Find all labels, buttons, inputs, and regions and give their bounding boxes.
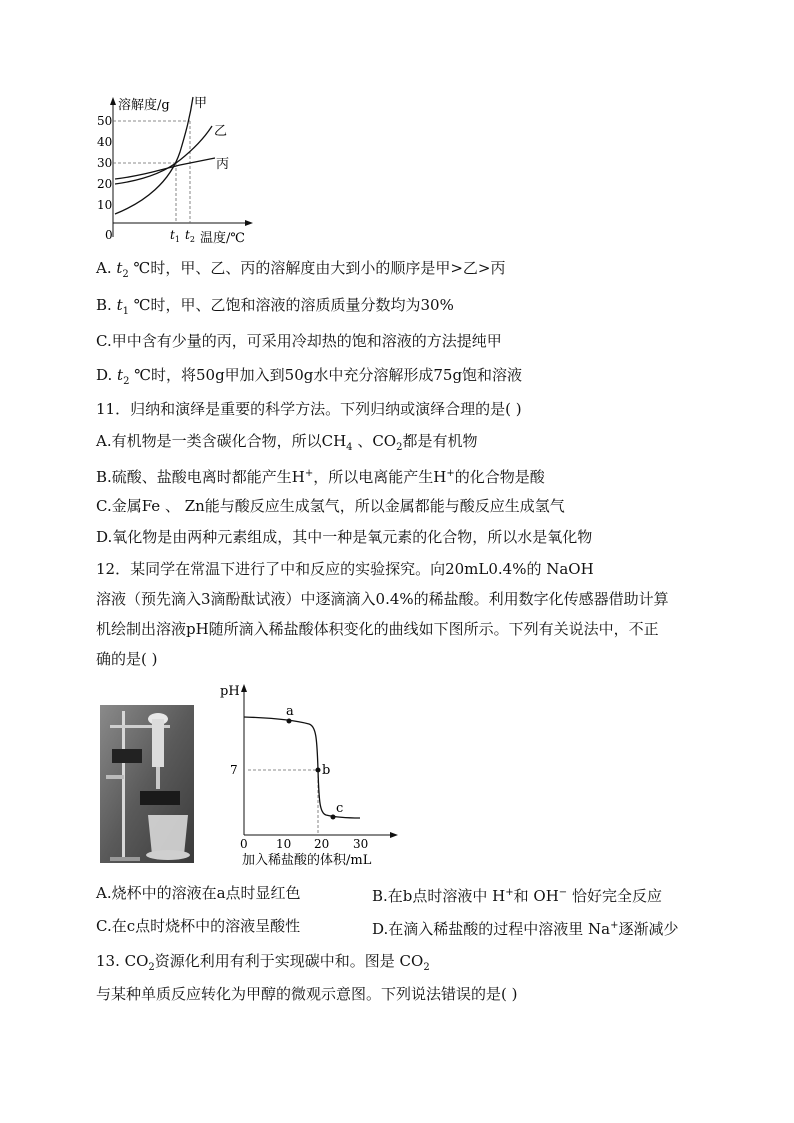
q12-option-b: B.在b点时溶液中 H+和 OH− 恰好完全反应 [372, 887, 662, 905]
q11-option-c: C.金属Fe 、 Zn能与酸反应生成氢气，所以金属都能与酸反应生成氢气 [96, 497, 565, 515]
x-axis-label: 温度/℃ [200, 231, 245, 246]
q11-option-a: A.有机物是一类含碳化合物，所以$CH_4$ 、$CO_2$都是有机物 [96, 432, 478, 453]
y-tick-7: 7 [230, 763, 238, 777]
q12-stem-line-3: 机绘制出溶液pH随所滴入稀盐酸体积变化的曲线如下图所示。下列有关说法中，不正 [96, 620, 659, 638]
curve-jia [115, 97, 193, 214]
q10-option-a: A. $t_2$ ℃时，甲、乙、丙的溶解度由大到小的顺序是甲>乙>丙 [96, 259, 506, 280]
q12-stem-line-1: 12．某同学在常温下进行了中和反应的实验探究。向20mL0.4%的 NaOH [96, 560, 594, 578]
x-tick-10: 10 [276, 837, 292, 851]
point-c [331, 815, 336, 820]
point-b-label: b [322, 763, 331, 778]
x-tick-20: 20 [314, 837, 330, 851]
curve-label-yi: 乙 [214, 124, 228, 139]
y-tick-20: 20 [97, 177, 113, 191]
curve-label-jia: 甲 [194, 96, 208, 111]
q10-option-b: B. $t_1$ ℃时，甲、乙饱和溶液的溶质质量分数均为30% [96, 296, 454, 317]
titration-apparatus-image [100, 705, 194, 863]
x-tick-t1: $t_1$ [170, 228, 180, 244]
q12-option-d: D.在滴入稀盐酸的过程中溶液里 Na+逐渐减少 [372, 920, 679, 938]
q12-stem-line-4: 确的是( ) [96, 650, 158, 668]
x-tick-0: 0 [240, 837, 248, 851]
point-a [287, 719, 292, 724]
curve-label-bing: 丙 [216, 157, 230, 172]
q12-option-c: C.在c点时烧杯中的溶液呈酸性 [96, 917, 301, 935]
q12-option-a: A.烧杯中的溶液在a点时显红色 [96, 884, 301, 902]
q10-option-c: C.甲中含有少量的丙，可采用冷却热的饱和溶液的方法提纯甲 [96, 332, 502, 350]
point-c-label: c [336, 801, 344, 816]
q10-option-d: D. $t_2$ ℃时，将50g甲加入到50g水中充分溶解形成75g饱和溶液 [96, 366, 523, 387]
solubility-chart [90, 92, 260, 247]
ph-titration-chart [214, 678, 404, 870]
curve-yi [115, 126, 212, 184]
q12-stem-line-2: 溶液（预先滴入3滴酚酞试液）中逐滴滴入0.4%的稀盐酸。利用数字化传感器借助计算 [96, 590, 669, 608]
q13-stem-line-1: 13. $CO_2$资源化利用有利于实现碳中和。图是 $CO_2$ [96, 952, 430, 973]
point-b [316, 768, 321, 773]
y-tick-50: 50 [97, 114, 113, 128]
q11-option-d: D.氧化物是由两种元素组成，其中一种是氧元素的化合物，所以水是氧化物 [96, 528, 593, 546]
y-tick-40: 40 [97, 135, 113, 149]
x-tick-30: 30 [353, 837, 369, 851]
q11-stem: 11．归纳和演绎是重要的科学方法。下列归纳或演绎合理的是( ) [96, 400, 522, 418]
q13-stem-line-2: 与某种单质反应转化为甲醇的微观示意图。下列说法错误的是( ) [96, 985, 518, 1003]
y-tick-30: 30 [97, 156, 113, 170]
x-axis-label: 加入稀盐酸的体积/mL [242, 853, 372, 868]
y-axis-label: pH [220, 684, 240, 699]
y-axis-label: 溶解度/g [118, 98, 170, 113]
x-tick-t2: $t_2$ [185, 228, 195, 244]
y-tick-10: 10 [97, 198, 113, 212]
q11-option-b: B.硫酸、盐酸电离时都能产生H+，所以电离能产生H+的化合物是酸 [96, 468, 545, 486]
point-a-label: a [286, 704, 294, 719]
curve-bing [115, 158, 215, 179]
origin-label: 0 [105, 228, 113, 242]
